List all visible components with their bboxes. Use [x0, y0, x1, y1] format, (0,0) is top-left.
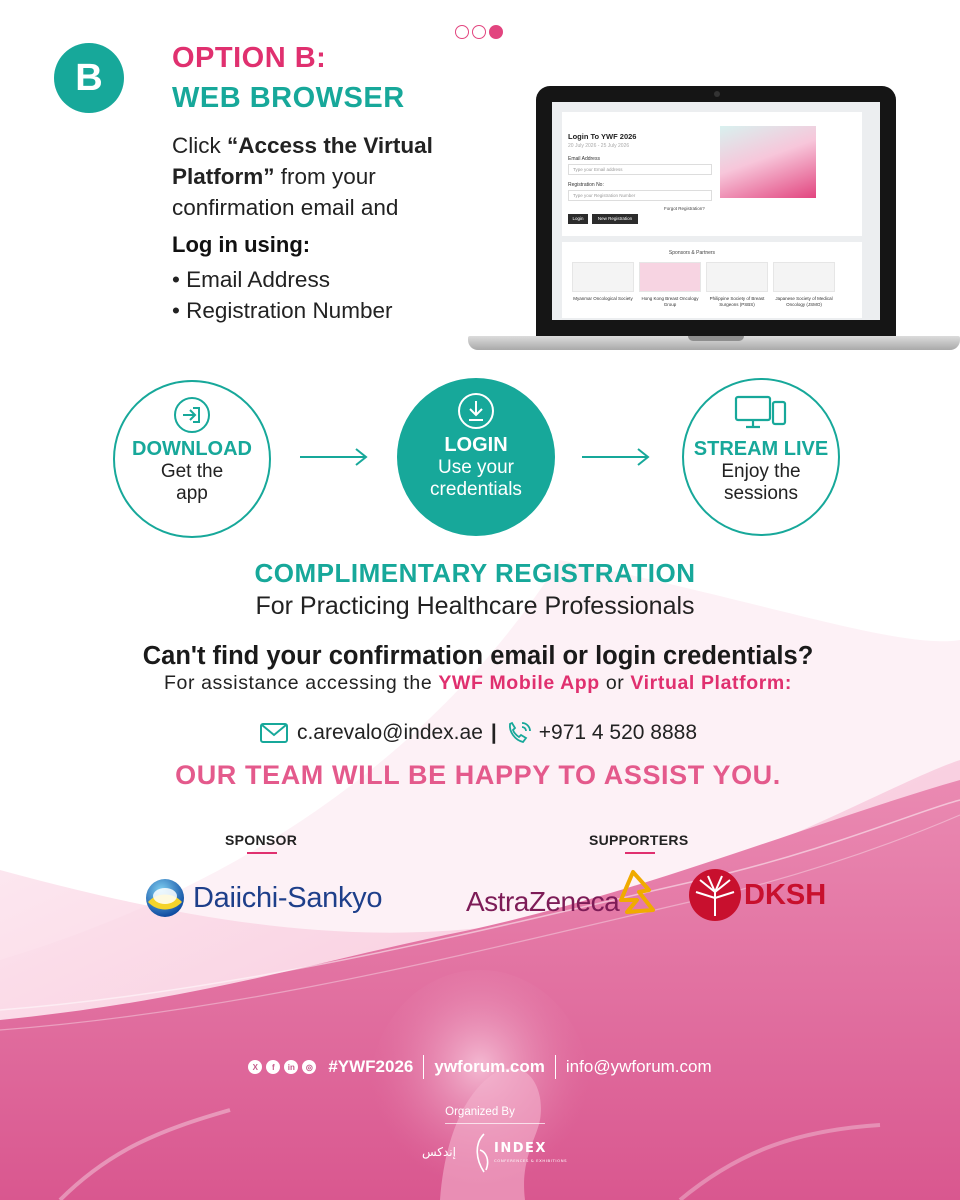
screen-banner-image [720, 126, 816, 198]
screen-new-registration-button[interactable]: New Registration [592, 214, 638, 224]
index-tagline: CONFERENCES & EXHIBITIONS [494, 1158, 568, 1163]
step-title: STREAM LIVE [693, 438, 829, 460]
help-assist-line [0, 672, 956, 695]
phone-icon [505, 720, 533, 746]
index-logo-mark [420, 1130, 568, 1176]
instruction-bold: “Access the Virtual Platform” [172, 133, 433, 189]
supporters-label: SUPPORTERS [589, 832, 689, 848]
help-question: Can't find your confirmation email or login credentials? [142, 642, 814, 670]
option-title: OPTION B: [172, 42, 327, 74]
footer-hashtag: #YWF2026 [328, 1057, 414, 1076]
supporters-underline [625, 852, 655, 854]
index-logo [420, 1130, 568, 1176]
pager-dot[interactable] [455, 25, 469, 39]
devices-icon [734, 394, 788, 434]
laptop-notch [688, 336, 744, 341]
sponsor-name: Hong Kong Breast Oncology Group [641, 296, 699, 307]
dksh-logo-mark [688, 868, 742, 922]
pager-dot-active[interactable] [489, 25, 503, 39]
dksh-logo [688, 868, 826, 922]
step-sub: credentials [430, 479, 522, 500]
screen-sponsors-title: Sponsors & Partners [668, 250, 716, 256]
contact-separator: | [490, 721, 497, 744]
facebook-icon[interactable]: f [266, 1060, 280, 1074]
footer-divider [555, 1055, 556, 1079]
instruction-prefix: Click [172, 133, 227, 158]
linkedin-icon[interactable]: in [284, 1060, 298, 1074]
login-heading: Log in using: [172, 232, 311, 257]
footer-website[interactable]: ywforum.com [434, 1057, 545, 1076]
camera-icon [714, 91, 720, 97]
contact-email[interactable]: c.arevalo@index.ae [296, 721, 483, 744]
sponsor-name: Philippine Society of Breast Surgeons (PSBS) [709, 296, 765, 307]
contact-phone[interactable]: +971 4 520 8888 [538, 721, 698, 744]
astrazeneca-logo [466, 870, 655, 918]
sponsor-logo [572, 262, 634, 292]
organized-by-label: Organized By [445, 1106, 515, 1118]
login-icon [457, 392, 495, 430]
team-message: OUR TEAM WILL BE HAPPY TO ASSIST YOU. [175, 760, 781, 790]
step-stream-live [682, 378, 840, 536]
step-sub: Enjoy the [721, 461, 801, 482]
complimentary-registration-subtitle: For Practicing Healthcare Professionals [255, 592, 695, 620]
step-sub: app [176, 483, 208, 504]
contact-line [0, 720, 956, 746]
step-title: LOGIN [444, 434, 508, 456]
step-download [113, 380, 271, 538]
assist-or: or [599, 672, 631, 694]
astrazeneca-logo-mark [615, 870, 655, 918]
dksh-name: DKSH [744, 878, 827, 911]
arrow-right-icon [580, 447, 652, 467]
bullet-email: • Email Address [172, 267, 330, 292]
login-bullets [172, 264, 392, 326]
laptop-screen [552, 102, 880, 320]
footer-email[interactable]: info@ywforum.com [565, 1057, 712, 1076]
platform-name: Virtual Platform: [630, 672, 792, 694]
organized-by-divider [445, 1123, 545, 1124]
instruction-suffix: from your confirmation email and [172, 164, 399, 220]
social-links [248, 1060, 316, 1074]
astrazeneca-name: AstraZeneca [466, 886, 620, 917]
x-icon[interactable]: X [248, 1060, 262, 1074]
screen-dates: 20 July 2026 - 25 July 2026 [568, 143, 630, 149]
daiichi-sankyo-logo [145, 878, 382, 918]
sponsor-underline [247, 852, 277, 854]
step-login [397, 378, 555, 536]
sponsor-name: Japanese Society of Medical Oncology (JSMO) [775, 296, 833, 307]
step-title: DOWNLOAD [132, 438, 252, 460]
index-name: INDEX [494, 1141, 547, 1156]
step-sub: sessions [724, 483, 798, 504]
sponsor-label: SPONSOR [225, 832, 298, 848]
screen-login-heading: Login To YWF 2026 [568, 132, 637, 141]
daiichi-sankyo-name: Daiichi-Sankyo [193, 881, 383, 914]
footer-divider [423, 1055, 424, 1079]
complimentary-registration-title: COMPLIMENTARY REGISTRATION [254, 558, 696, 588]
screen-reg-input[interactable]: Type your Registration Number [568, 190, 712, 201]
instruction-text [172, 130, 502, 223]
pager-dot[interactable] [472, 25, 486, 39]
option-subtitle: WEB BROWSER [172, 82, 405, 114]
daiichi-logo-mark [145, 878, 185, 918]
arrow-right-icon [298, 447, 370, 467]
screen-forgot-link[interactable]: Forgot Registration? [664, 206, 705, 211]
index-arabic-name: إندكس [422, 1145, 456, 1159]
sponsor-logo [706, 262, 768, 292]
step-sub: Use your [437, 457, 515, 478]
sponsor-logo [773, 262, 835, 292]
sponsor-logo [639, 262, 701, 292]
screen-email-input[interactable]: Type your Email address [568, 164, 712, 175]
assist-prefix: For assistance accessing the [164, 672, 439, 694]
bullet-registration: • Registration Number [172, 298, 393, 323]
footer-bar [0, 1055, 960, 1079]
screen-login-button[interactable]: Login [568, 214, 588, 224]
email-icon [259, 721, 289, 745]
screen-reg-label: Registration No: [568, 182, 604, 188]
sponsor-name: Myanmar Oncological Society [573, 296, 633, 301]
screen-email-label: Email Address [568, 156, 600, 162]
pagination-dots [455, 25, 503, 39]
download-app-icon [173, 396, 211, 434]
laptop-mockup [468, 84, 960, 359]
app-name: YWF Mobile App [438, 672, 600, 694]
option-badge: B [54, 43, 124, 113]
instagram-icon[interactable]: ◎ [302, 1060, 316, 1074]
step-sub: Get the [160, 461, 224, 482]
